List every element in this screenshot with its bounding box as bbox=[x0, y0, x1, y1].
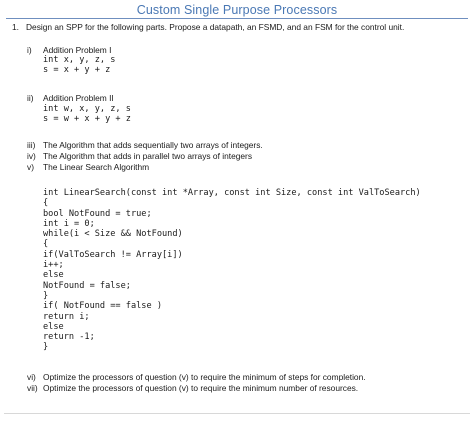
part-iii bbox=[27, 140, 263, 150]
code-line: { bbox=[43, 198, 49, 209]
code-line: int i = 0; bbox=[43, 218, 95, 229]
linear-search-code bbox=[43, 188, 421, 353]
part-i-code bbox=[43, 55, 115, 76]
code-line: i++; bbox=[43, 260, 64, 271]
part-iii-roman: iii) bbox=[27, 140, 36, 150]
part-vi bbox=[27, 372, 366, 382]
part-vii-roman: vii) bbox=[27, 383, 38, 393]
part-iv-text: The Algorithm that adds in parallel two arrays of integers bbox=[43, 151, 253, 161]
part-vii bbox=[27, 383, 358, 393]
code-line: int LinearSearch(const int *Array, const int Size, const int ValToSearch) bbox=[43, 188, 421, 198]
part-vii-text: Optimize the processors of question (v) to require the minimum number of resources. bbox=[43, 383, 359, 393]
page-title: Custom Single Purpose Processors bbox=[136, 3, 338, 17]
code-line: while(i < Size && NotFound) bbox=[43, 229, 183, 240]
code-line: return i; bbox=[43, 311, 90, 322]
part-ii-title: Addition Problem II bbox=[43, 93, 114, 103]
part-iv bbox=[27, 151, 252, 161]
part-i-heading bbox=[27, 45, 111, 55]
part-ii-heading bbox=[27, 93, 114, 103]
code-line: return -1; bbox=[43, 332, 95, 343]
code-line: else bbox=[43, 270, 64, 281]
code-line: s = x + y + z bbox=[43, 65, 111, 76]
code-line: } bbox=[43, 342, 49, 353]
part-vi-roman: vi) bbox=[27, 372, 36, 382]
code-line: if( NotFound == false ) bbox=[43, 301, 162, 312]
part-iv-roman: iv) bbox=[27, 151, 36, 161]
code-line: if(ValToSearch != Array[i]) bbox=[43, 249, 183, 260]
part-v-roman: v) bbox=[27, 162, 34, 172]
part-ii-roman: ii) bbox=[27, 93, 34, 103]
code-line: int x, y, z, s bbox=[43, 55, 116, 65]
part-i-roman: i) bbox=[27, 45, 32, 55]
part-iii-text: The Algorithm that adds sequentially two arrays of integers. bbox=[43, 140, 263, 150]
part-vi-text: Optimize the processors of question (v) to require the minimum of steps for completion. bbox=[43, 372, 366, 382]
code-line: { bbox=[43, 239, 49, 250]
part-v-text: The Linear Search Algorithm bbox=[43, 162, 150, 172]
code-line: else bbox=[43, 321, 64, 332]
code-line: bool NotFound = true; bbox=[43, 208, 152, 219]
question-text: Design an SPP for the following parts. Propose a datapath, an FSMD, and an FSM for the control unit. bbox=[26, 22, 405, 32]
part-ii-code bbox=[43, 104, 131, 125]
part-i-title: Addition Problem I bbox=[43, 45, 112, 55]
question-number: 1. bbox=[12, 22, 19, 32]
code-line: } bbox=[43, 290, 49, 301]
question-1 bbox=[12, 22, 404, 32]
code-line: s = w + x + y + z bbox=[43, 114, 131, 125]
part-v bbox=[27, 162, 149, 172]
code-line: int w, x, y, z, s bbox=[43, 104, 131, 114]
bottom-divider bbox=[4, 413, 470, 414]
title-divider bbox=[6, 18, 468, 19]
code-line: NotFound = false; bbox=[43, 280, 131, 291]
